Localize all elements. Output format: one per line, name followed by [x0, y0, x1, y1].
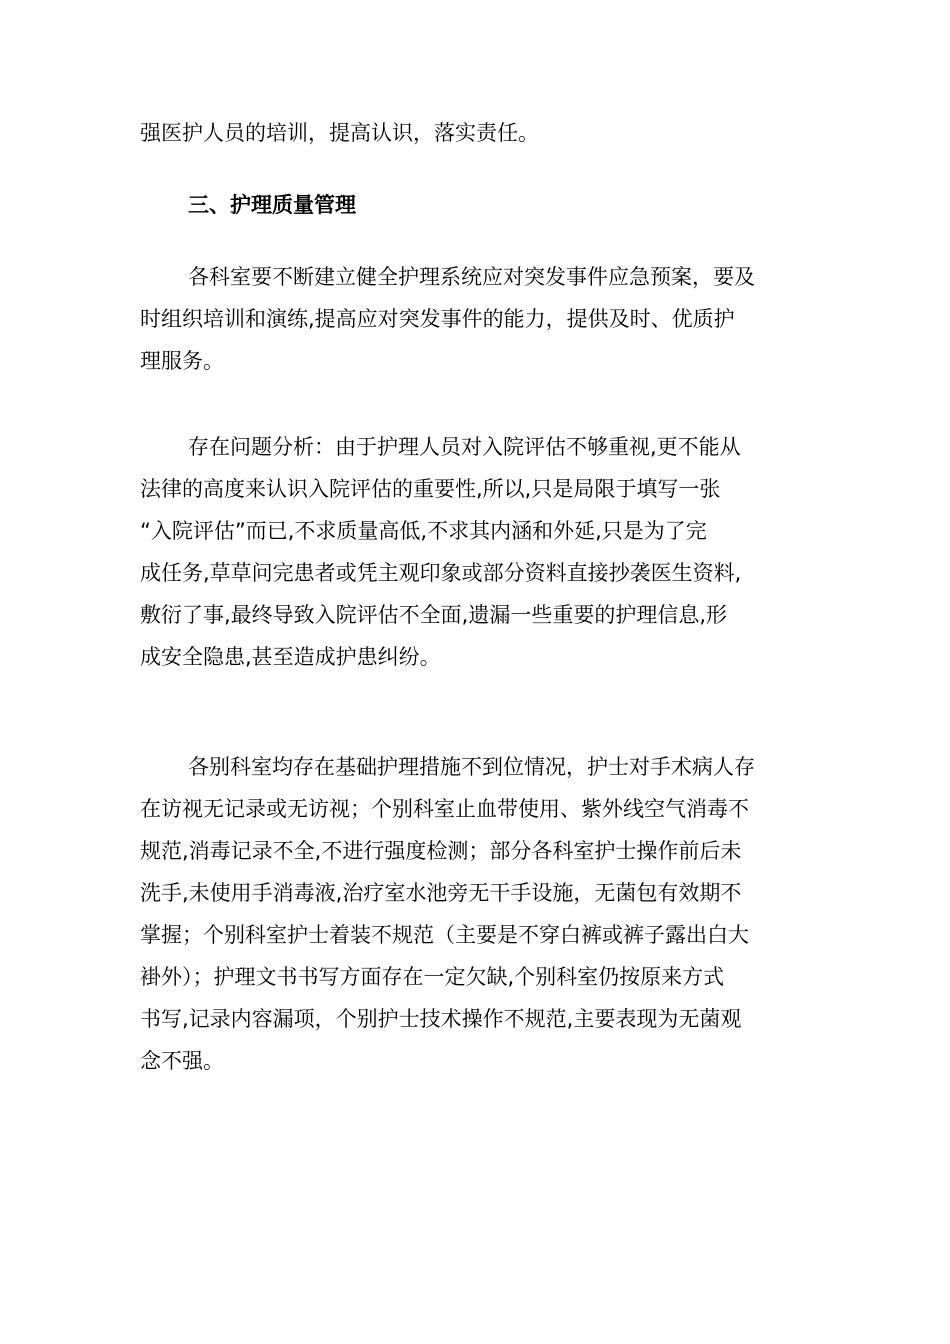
- paragraph-line: 洗手,未使用手消毒液,治疗室水池旁无干手设施，无菌包有效期不: [140, 881, 742, 905]
- section-3-heading: 三、护理质量管理: [188, 193, 356, 217]
- paragraph-line: 掌握；个别科室护士着装不规范（主要是不穿白裤或裤子露出白大: [140, 923, 749, 947]
- section-heading: [140, 184, 824, 226]
- paragraph-line: 时组织培训和演练,提高应对突发事件的能力，提供及时、优质护: [140, 307, 735, 331]
- paragraph-line: 敷衍了事,最终导致入院评估不全面,遗漏一些重要的护理信息,形: [140, 603, 728, 627]
- paragraph-line: 成任务,草草问完患者或凭主观印象或部分资料直接抄袭医生资料,: [140, 561, 742, 585]
- paragraph-line: 强医护人员的培训，提高认识，落实责任。: [140, 121, 539, 145]
- paragraph-line: 规范,消毒记录不全,不进行强度检测；部分各科室护士操作前后未: [140, 839, 742, 863]
- paragraph-line: 成安全隐患,甚至造成护患纠纷。: [140, 645, 441, 669]
- paragraph-line: 各别科室均存在基础护理措施不到位情况，护士对手术病人存: [188, 755, 755, 779]
- paragraph-line: 各科室要不断建立健全护理系统应对突发事件应急预案，要及: [188, 265, 755, 289]
- paragraph-line: 书写,记录内容漏项，个别护士技术操作不规范,主要表现为无菌观: [140, 1007, 742, 1031]
- paragraph-line: 法律的高度来认识入院评估的重要性,所以,只是局限于填写一张: [140, 477, 721, 501]
- intro-paragraph: [140, 112, 824, 154]
- paragraph-line: 在访视无记录或无访视；个别科室止血带使用、紫外线空气消毒不: [140, 797, 749, 821]
- paragraph-line: 存在问题分析：由于护理人员对入院评估不够重视,更不能从: [188, 435, 741, 459]
- paragraph-emergency-plan: [140, 256, 824, 382]
- paragraph-line: 念不强。: [140, 1049, 224, 1073]
- paragraph-basic-nursing: [140, 746, 824, 1082]
- paragraph-line: 褂外）；护理文书书写方面存在一定欠缺,个别科室仍按原来方式: [140, 965, 725, 989]
- paragraph-problem-analysis: [140, 426, 824, 678]
- paragraph-line: 理服务。: [140, 349, 224, 373]
- paragraph-line: “入院评估”而已,不求质量高低,不求其内涵和外延,只是为了完: [140, 519, 707, 543]
